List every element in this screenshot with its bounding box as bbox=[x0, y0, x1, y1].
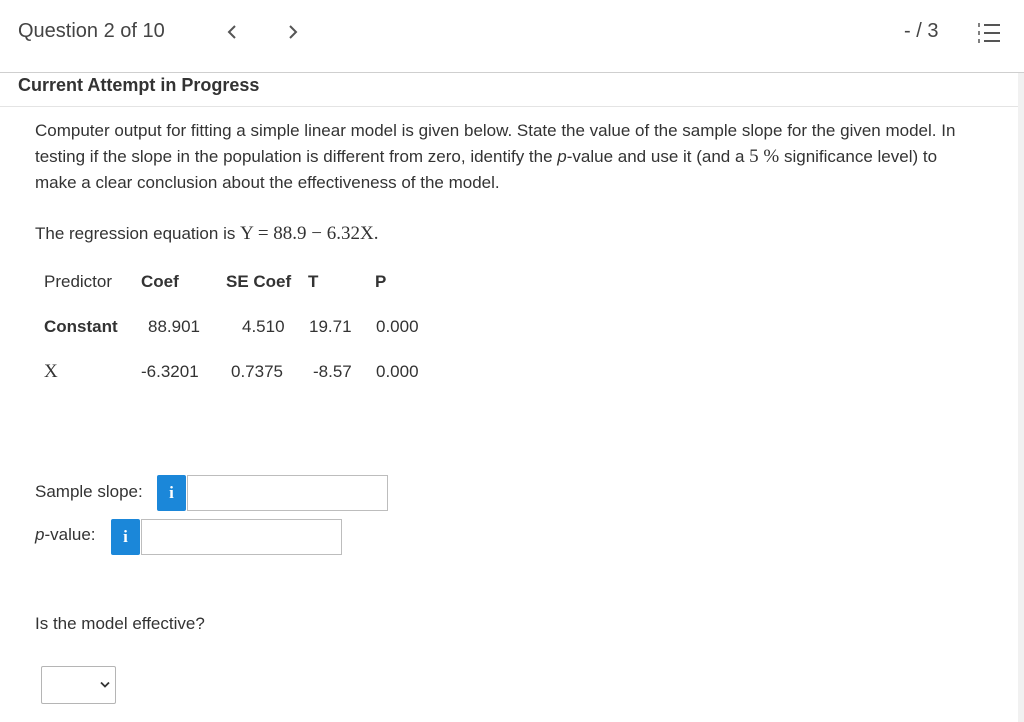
table-header-coef: Coef bbox=[141, 272, 179, 291]
table-cell-coef: 88.901 bbox=[148, 317, 200, 336]
sample-slope-info-button[interactable] bbox=[157, 475, 186, 511]
question-prompt bbox=[35, 118, 975, 196]
table-cell-se-coef: 0.7375 bbox=[231, 362, 283, 381]
next-question-button[interactable] bbox=[283, 18, 303, 46]
p-value-label bbox=[35, 525, 96, 545]
regression-equation bbox=[35, 223, 378, 245]
scrollbar-gutter bbox=[1018, 73, 1024, 722]
table-header-t: T bbox=[308, 272, 319, 291]
table-cell-t: 19.71 bbox=[309, 317, 352, 336]
p-value-input[interactable] bbox=[141, 519, 342, 555]
table-cell-coef: -6.3201 bbox=[141, 362, 199, 381]
table-cell-t: -8.57 bbox=[313, 362, 352, 381]
chevron-right-icon bbox=[283, 18, 303, 46]
attempt-status: Current Attempt in Progress bbox=[18, 75, 260, 95]
table-header-predictor: Predictor bbox=[44, 272, 113, 291]
prompt-part-3: significance level) to make a clear conclusion about the effectiveness of the model. bbox=[35, 147, 938, 192]
table-cell-p: 0.000 bbox=[376, 362, 419, 381]
table-cell-predictor: X bbox=[44, 361, 58, 382]
chevron-left-icon bbox=[222, 18, 242, 46]
table-cell-se-coef: 4.510 bbox=[242, 317, 285, 336]
prompt-p-italic: p bbox=[557, 147, 567, 166]
question-counter: Question 2 of 10 bbox=[18, 20, 165, 42]
question-panel bbox=[0, 73, 1024, 722]
info-icon: i bbox=[123, 527, 128, 546]
effective-question: Is the model effective? bbox=[35, 614, 205, 633]
p-value-info-button[interactable] bbox=[111, 519, 140, 555]
equation-formula: Y = 88.9 − 6.32X bbox=[240, 223, 374, 244]
prompt-part-1: Computer output for fitting a simple linear model is given below. State the value of the sample slope for the given model. In testing if the slope in the population is different from zero, identify the bbox=[35, 121, 956, 166]
model-effective-select[interactable] bbox=[41, 666, 116, 704]
p-value-label-rest: -value: bbox=[44, 525, 96, 544]
score-display: - / 3 bbox=[904, 20, 939, 42]
chevron-down-icon bbox=[100, 681, 110, 689]
prompt-part-2: -value and use it (and a bbox=[566, 147, 750, 166]
p-value-label-p: p bbox=[35, 525, 45, 544]
prompt-text bbox=[35, 118, 975, 196]
table-cell-predictor: Constant bbox=[44, 317, 118, 336]
equation-period: . bbox=[373, 223, 379, 244]
prompt-five-percent: 5 % bbox=[749, 146, 780, 167]
question-list-button[interactable] bbox=[976, 20, 1002, 46]
previous-question-button[interactable] bbox=[222, 18, 242, 46]
table-header-p: P bbox=[375, 272, 387, 291]
sample-slope-input[interactable] bbox=[187, 475, 388, 511]
question-header bbox=[0, 0, 1024, 73]
info-icon: i bbox=[169, 483, 174, 502]
numbered-list-icon bbox=[976, 20, 1002, 46]
sample-slope-label: Sample slope: bbox=[35, 482, 143, 501]
attempt-status-bar bbox=[0, 73, 1018, 107]
table-cell-p: 0.000 bbox=[376, 317, 419, 336]
equation-prefix: The regression equation is bbox=[35, 224, 241, 243]
table-header-se-coef: SE Coef bbox=[226, 272, 292, 291]
